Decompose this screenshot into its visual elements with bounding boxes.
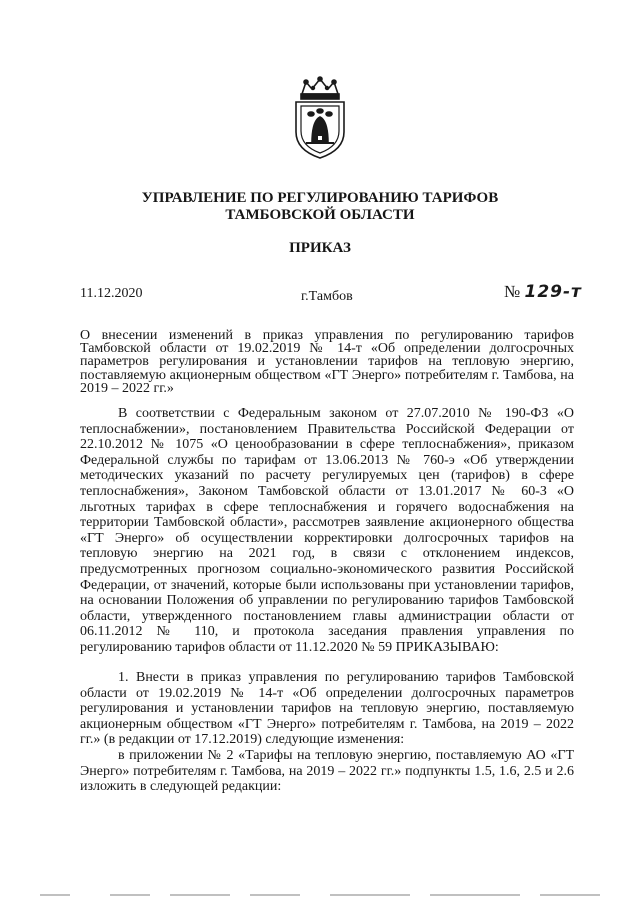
body-paragraph-appendix-change: в приложении № 2 «Тарифы на тепловую энергию, поставляемую АО «ГТ Энерго» потребителям г. Тамбова, на 2019 – 2022 гг.» подпункты 1.5, 1.6, 2.5 и 2.6 изложить в следующей редакции: [80,748,574,795]
document-number [504,282,582,302]
document-type-title: ПРИКАЗ [289,240,351,256]
coat-of-arms-icon [290,76,350,160]
document-subject: О внесении изменений в приказ управления по регулированию тарифов Тамбовской области от 19.02.2019 № 14-т «Об определении долгосрочных параметров регулирования и установлении тарифов на тепловую энергию, поставляемую акционерным обществом «ГТ Энерго» потребителям г. Тамбова, на 2019 – 2022 гг.» [80,328,574,396]
organization-name [60,190,580,224]
organization-name-line-1: УПРАВЛЕНИЕ ПО РЕГУЛИРОВАНИЮ ТАРИФОВ [141,190,499,206]
number-sign: № [504,282,521,301]
handwritten-number: 129-т [524,282,582,302]
body-paragraph-clause-1: 1. Внести в приказ управления по регулированию тарифов Тамбовской области от 19.02.2019 № 14-т «Об определении долгосрочных параметров регулирования и установлении тарифов на тепловую энергию, поставляемую акционерным обществом «ГТ Энерго» потребителям г. Тамбова, на 2019 – 2022 гг.» (в редакции от 17.12.2019) следующие изменения: [80,670,574,748]
document-date: 11.12.2020 [80,286,143,301]
scan-edge-marks [0,890,640,898]
organization-name-line-2: ТАМБОВСКОЙ ОБЛАСТИ [225,207,415,223]
document-city: г.Тамбов [301,289,353,304]
body-paragraph-preamble: В соответствии с Федеральным законом от 27.07.2010 № 190-ФЗ «О теплоснабжении», постановлением Правительства Российской Федерации от 22.10.2012 № 1075 «О ценообразовании в сфере теплоснабжения», приказом Федеральной службы по тарифам от 13.06.2013 № 760-э «Об утверждении методических указаний по расчету регулируемых цен (тарифов) в сфере теплоснабжения», Законом Тамбовской области от 13.01.2017 № 60-З «О льготных тарифах в сфере теплоснабжения и горячего водоснабжения на территории Тамбовской области», рассмотрев заявление акционерного общества «ГТ Энерго» об осуществлении корректировки долгосрочных тарифов на тепловую энергию на 2021 год, в связи с отклонением индексов, предусмотренных прогнозом социально-экономического развития Российской Федерации, от значений, которые были использованы при установлении тарифов, на основании Положения об управлении по регулированию тарифов Тамбовской области, утвержденного постановлением главы администрации области от 06.11.2012 № 110, и протокола заседания правления управления по регулированию тарифов области от 11.12.2020 № 59 ПРИКАЗЫВАЮ: [80,406,574,655]
